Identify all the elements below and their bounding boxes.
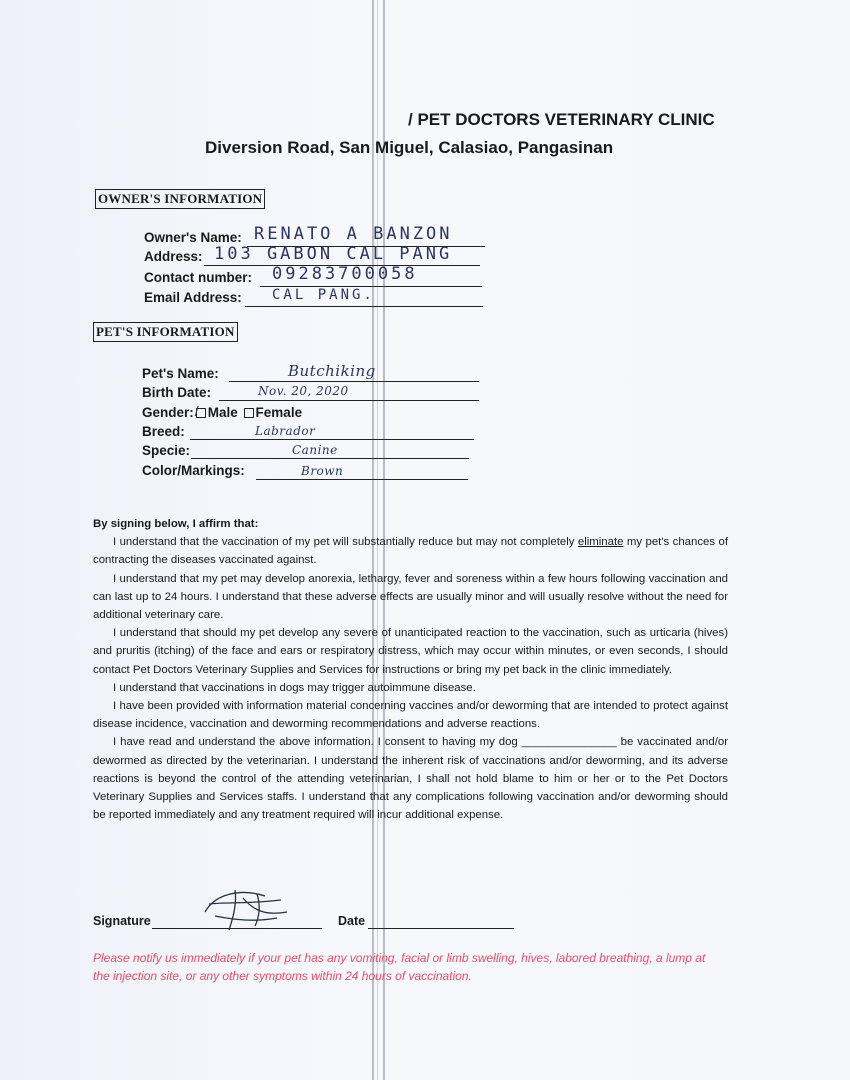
- female-option-label: Female: [255, 405, 303, 420]
- breed-label: Breed:: [142, 424, 185, 439]
- breed-value: Labrador: [255, 424, 316, 438]
- owner-name-value: RENATO A BANZON: [254, 224, 453, 244]
- consent-paragraph-2: I understand that my pet may develop anorexia, lethargy, fever and soreness within a few hours following vaccination and can last up to 24 hours. I understand that these adverse effects are usually minor and will usually resolve without the need for additional veterinary care.: [93, 572, 728, 622]
- birth-date-label: Birth Date:: [142, 385, 212, 400]
- pet-name-label: Pet's Name:: [142, 366, 219, 381]
- gender-field: [142, 405, 302, 420]
- color-markings-value: Brown: [301, 464, 344, 478]
- birth-date-line: [219, 400, 479, 401]
- consent-paragraph-6: I have read and understand the above information. I consent to having my dog _______________ be vaccinated and/or dewormed as directed by the veterinarian. I understand the inherent risk of vaccinations and/or deworming, and its adverse reactions is beyond the control of the attending veterinarian, I shall not hold blame to him or her or to the Pet Doctors Veterinary Supplies and Services staffs. I understand that any complications following vaccination and/or deworming should be reported immediately and any treatment required will incur additional expense.: [93, 736, 728, 822]
- male-option-label: Male: [207, 405, 238, 420]
- clinic-name: / PET DOCTORS VETERINARY CLINIC: [408, 110, 715, 129]
- specie-value: Canine: [292, 443, 338, 457]
- contact-label: Contact number:: [144, 270, 252, 285]
- consent-intro: By signing below, I affirm that:: [93, 518, 259, 530]
- male-checkbox[interactable]: [194, 403, 206, 420]
- pet-name-value: Butchiking: [288, 362, 376, 380]
- email-label: Email Address:: [144, 290, 242, 305]
- date-label: Date: [338, 914, 366, 928]
- notice-text: Please notify us immediately if your pet has any vomiting, facial or limb swelling, hives, labored breathing, a lump at the injection site, or any other symptoms within 24 hours of vaccination.: [93, 951, 706, 983]
- color-markings-label: Color/Markings:: [142, 463, 245, 478]
- consent-paragraph-5: I have been provided with information material concerning vaccines and/or deworming that are intended to protect against disease incidence, vaccination and deworming recommendations and adverse reactions.: [93, 700, 728, 731]
- color-markings-line: [256, 479, 468, 480]
- female-checkbox[interactable]: [244, 408, 254, 418]
- birth-date-value: Nov. 20, 2020: [258, 384, 349, 398]
- consent-paragraph-1: I understand that the vaccination of my pet will substantially reduce but may not completely eliminate my pet's chances of contracting the diseases vaccinated against.: [93, 536, 728, 567]
- address-value: 103 GABON CAL PANG: [214, 244, 453, 264]
- gender-label: Gender:: [142, 405, 194, 420]
- email-line: [245, 306, 483, 307]
- owner-section-heading: OWNER'S INFORMATION: [95, 189, 265, 209]
- pet-section-heading: PET'S INFORMATION: [93, 322, 238, 342]
- address-label: Address:: [144, 249, 203, 264]
- owner-name-label: Owner's Name:: [144, 230, 242, 245]
- consent-paragraph-4: I understand that vaccinations in dogs may trigger autoimmune disease.: [113, 681, 476, 694]
- pet-name-line: [229, 381, 479, 382]
- contact-value: 09283700058: [272, 264, 418, 284]
- consent-paragraph-3: I understand that should my pet develop any severe of unanticipated reaction to the vaccination, such as urticaria (hives) and pruritis (itching) of the face and ears or respiratory distress, which may occur within minutes, or even seconds, I should contact Pet Doctors Veterinary Supplies and Services for instructions or bring my pet back in the clinic immediately.: [93, 627, 728, 676]
- clinic-address: Diversion Road, San Miguel, Calasiao, Pangasinan: [205, 138, 614, 157]
- email-value: CAL PANG.: [272, 287, 375, 303]
- date-line: [368, 928, 514, 929]
- specie-label: Specie:: [142, 443, 191, 458]
- check-mark-icon: /: [194, 403, 199, 420]
- handwritten-signature: [195, 882, 295, 934]
- consent-text: [93, 515, 728, 824]
- specie-line: [191, 458, 469, 459]
- breed-line: [190, 439, 474, 440]
- signature-label: Signature: [93, 914, 151, 928]
